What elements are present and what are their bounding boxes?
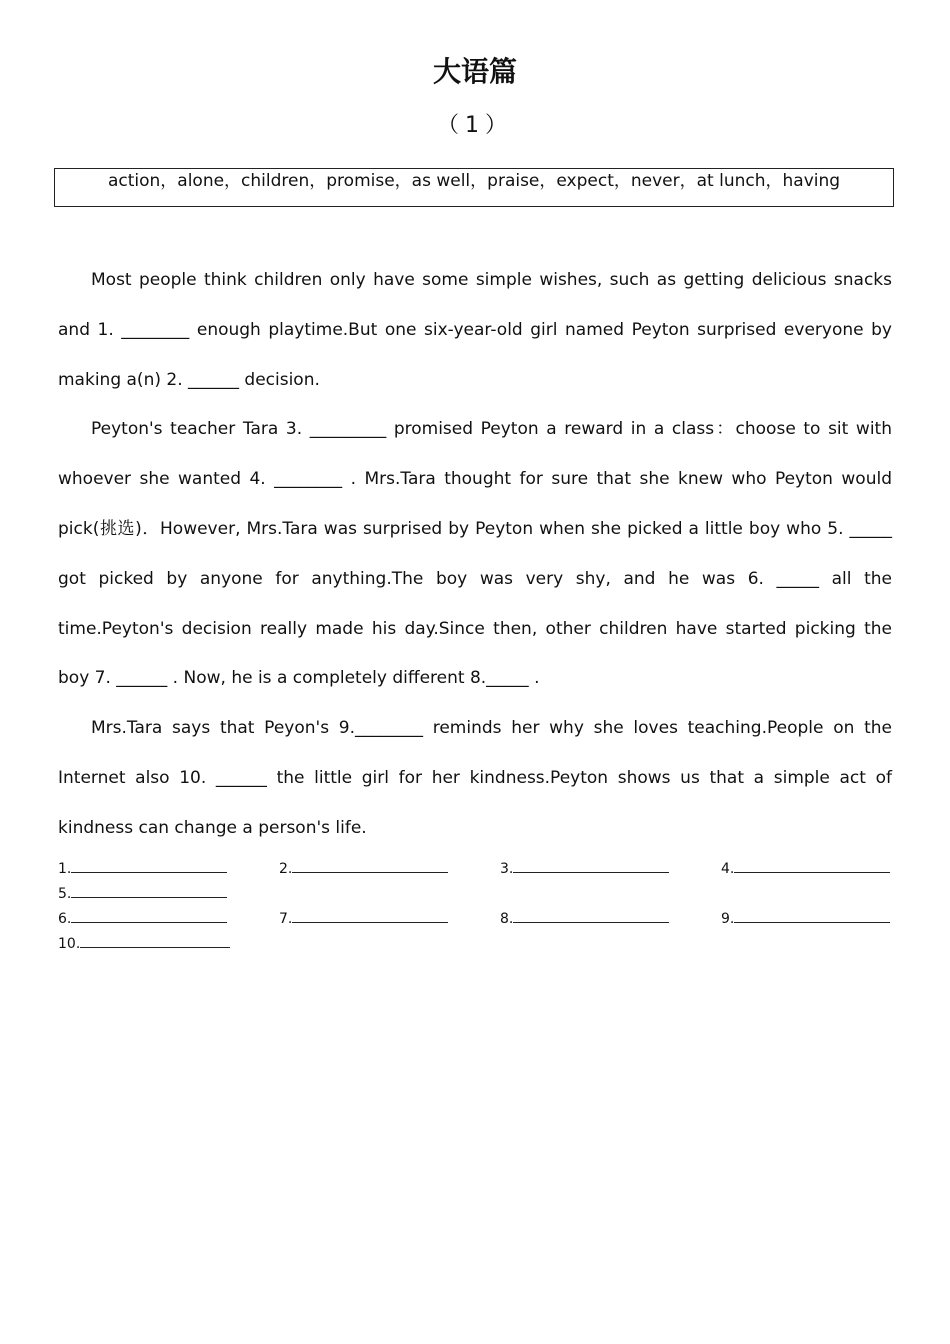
- answer-number: 8.: [500, 911, 514, 927]
- answer-number: 10.: [58, 936, 81, 952]
- answer-item[interactable]: [58, 883, 279, 908]
- word-bank-text: action，alone，children，promise，as well，praise，expect，never，at lunch，having: [107, 171, 841, 191]
- answer-row: [58, 883, 892, 908]
- answer-blank[interactable]: [734, 908, 890, 923]
- answer-item[interactable]: [279, 858, 500, 883]
- paragraph-3: Mrs.Tara says that Peyon's 9.________ reminds her why she loves teaching.People on the Internet also 10. ______ the little girl for her kindness.Peyton shows us that a simple act of kindness can change a person's life.: [58, 718, 892, 838]
- answer-number: 5.: [58, 886, 72, 902]
- answer-number: 7.: [279, 911, 293, 927]
- answer-number: 9.: [721, 911, 735, 927]
- answer-item[interactable]: [279, 908, 500, 933]
- answer-blank[interactable]: [71, 883, 227, 898]
- answer-blank[interactable]: [292, 908, 448, 923]
- answer-number: 1.: [58, 861, 72, 877]
- answer-number: 2.: [279, 861, 293, 877]
- answer-number: 3.: [500, 861, 514, 877]
- answer-item[interactable]: [721, 858, 892, 883]
- paragraph-2: Peyton's teacher Tara 3. _________ promised Peyton a reward in a class：choose to sit with whoever she wanted 4. ________ . Mrs.Tara thought for sure that she knew who Peyton would pick(挑选)．However, Mrs.Tara was surprised by Peyton when she picked a little boy who 5. _____ got picked by anyone for anything.The boy was very shy, and he was 6. _____ all the time.Peyton's decision really made his day.Since then, other children have started picking the boy 7. ______ . Now, he is a completely different 8._____ .: [58, 419, 892, 689]
- answer-number: 6.: [58, 911, 72, 927]
- answer-number: 4.: [721, 861, 735, 877]
- passage: [58, 256, 892, 854]
- answer-item[interactable]: [500, 908, 721, 933]
- answer-row: [58, 933, 892, 958]
- section-number: （1）: [437, 113, 513, 138]
- answer-blank[interactable]: [513, 908, 669, 923]
- answer-blank[interactable]: [71, 858, 227, 873]
- answer-blank[interactable]: [734, 858, 890, 873]
- answer-item[interactable]: [721, 908, 892, 933]
- answer-row: [58, 908, 892, 933]
- answer-blank[interactable]: [292, 858, 448, 873]
- paragraph-1: Most people think children only have some simple wishes, such as getting delicious snacks and 1. ________ enough playtime.But one six-year-old girl named Peyton surprised everyone by making a(n) 2. ______ decision.: [58, 270, 892, 390]
- answer-item[interactable]: [58, 858, 279, 883]
- answer-item[interactable]: [58, 933, 279, 958]
- answer-row: [58, 858, 892, 883]
- answer-item[interactable]: [500, 858, 721, 883]
- answer-blank[interactable]: [513, 858, 669, 873]
- answer-item[interactable]: [58, 908, 279, 933]
- answer-blank[interactable]: [71, 908, 227, 923]
- answer-lines: [58, 858, 892, 958]
- word-bank-box: [54, 168, 894, 207]
- answer-blank[interactable]: [80, 933, 230, 948]
- page-title: 大语篇: [432, 55, 517, 88]
